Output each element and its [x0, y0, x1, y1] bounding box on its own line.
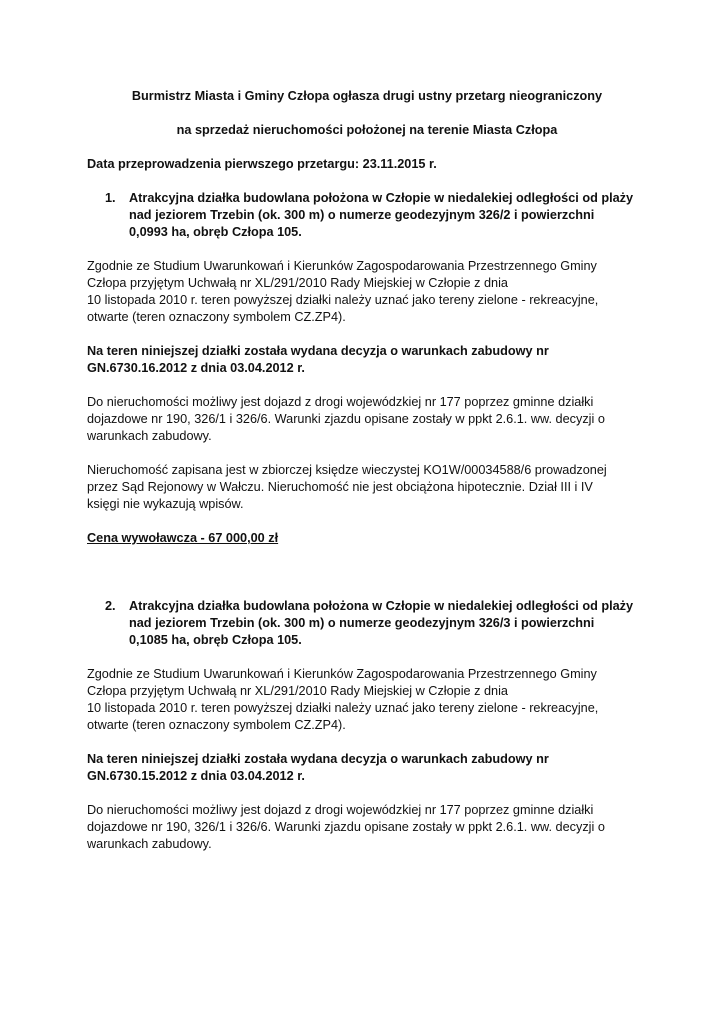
announcement-title: Burmistrz Miasta i Gminy Człopa ogłasza drugi ustny przetarg nieograniczony: [131, 89, 603, 103]
plot-2-heading-text: Atrakcyjna działka budowlana położona w Człopie w niedalekiej odległości od plaży nad jeziorem Trzebin (ok. 300 m) o numerze geodezyjnym 326/3 i powierzchni 0,1085 ha, obręb Człopa 105.: [129, 599, 634, 647]
plot-2-number: 2.: [105, 599, 116, 613]
section-spacer: [87, 547, 647, 598]
document-content: [87, 88, 647, 870]
plot-1-number: 1.: [105, 191, 116, 205]
plot-1-starting-price: Cena wywoławcza - 67 000,00 zł: [87, 531, 279, 545]
plot-1-access: Do nieruchomości możliwy jest dojazd z drogi wojewódzkiej nr 177 poprzez gminne działki dojazdowe nr 190, 326/1 i 326/6. Warunki zjazdu opisane zostały w ppkt 2.6.1. ww. decyzji o warunkach zabudowy.: [87, 395, 605, 443]
first-auction-date: Data przeprowadzenia pierwszego przetargu: 23.11.2015 r.: [87, 157, 437, 171]
plot-1-heading-text: Atrakcyjna działka budowlana położona w Człopie w niedalekiej odległości od plaży nad jeziorem Trzebin (ok. 300 m) o numerze geodezyjnym 326/2 i powierzchni 0,0993 ha, obręb Człopa 105.: [129, 191, 634, 239]
plot-2-access: Do nieruchomości możliwy jest dojazd z drogi wojewódzkiej nr 177 poprzez gminne działki dojazdowe nr 190, 326/1 i 326/6. Warunki zjazdu opisane zostały w ppkt 2.6.1. ww. decyzji o warunkach zabudowy.: [87, 803, 605, 851]
plot-2-decision: Na teren niniejszej działki została wydana decyzja o warunkach zabudowy nr GN.6730.15.2012 z dnia 03.04.2012 r.: [87, 752, 549, 783]
plot-2-zoning: Zgodnie ze Studium Uwarunkowań i Kierunków Zagospodarowania Przestrzennego Gminy Człopa przyjętym Uchwałą nr XL/291/2010 Rady Miejskiej w Człopie z dnia 10 listopada 2010 r. teren powyższej działki należy uznać jako tereny zielone - rekreacyjne, otwarte (teren oznaczony symbolem CZ.ZP4).: [87, 667, 599, 732]
plot-1-heading: [87, 190, 647, 241]
plot-1-land-register: Nieruchomość zapisana jest w zbiorczej księdze wieczystej KO1W/00034588/6 prowadzonej przez Sąd Rejonowy w Wałczu. Nieruchomość nie jest obciążona hipotecznie. Dział III i IV księgi nie wykazują wpisów.: [87, 463, 607, 511]
announcement-subtitle: na sprzedaż nieruchomości położonej na terenie Miasta Człopa: [176, 123, 558, 137]
plot-1-zoning: Zgodnie ze Studium Uwarunkowań i Kierunków Zagospodarowania Przestrzennego Gminy Człopa przyjętym Uchwałą nr XL/291/2010 Rady Miejskiej w Człopie z dnia 10 listopada 2010 r. teren powyższej działki należy uznać jako tereny zielone - rekreacyjne, otwarte (teren oznaczony symbolem CZ.ZP4).: [87, 259, 599, 324]
plot-2-heading: [87, 598, 647, 649]
plot-1-decision: Na teren niniejszej działki została wydana decyzja o warunkach zabudowy nr GN.6730.16.2012 z dnia 03.04.2012 r.: [87, 344, 549, 375]
